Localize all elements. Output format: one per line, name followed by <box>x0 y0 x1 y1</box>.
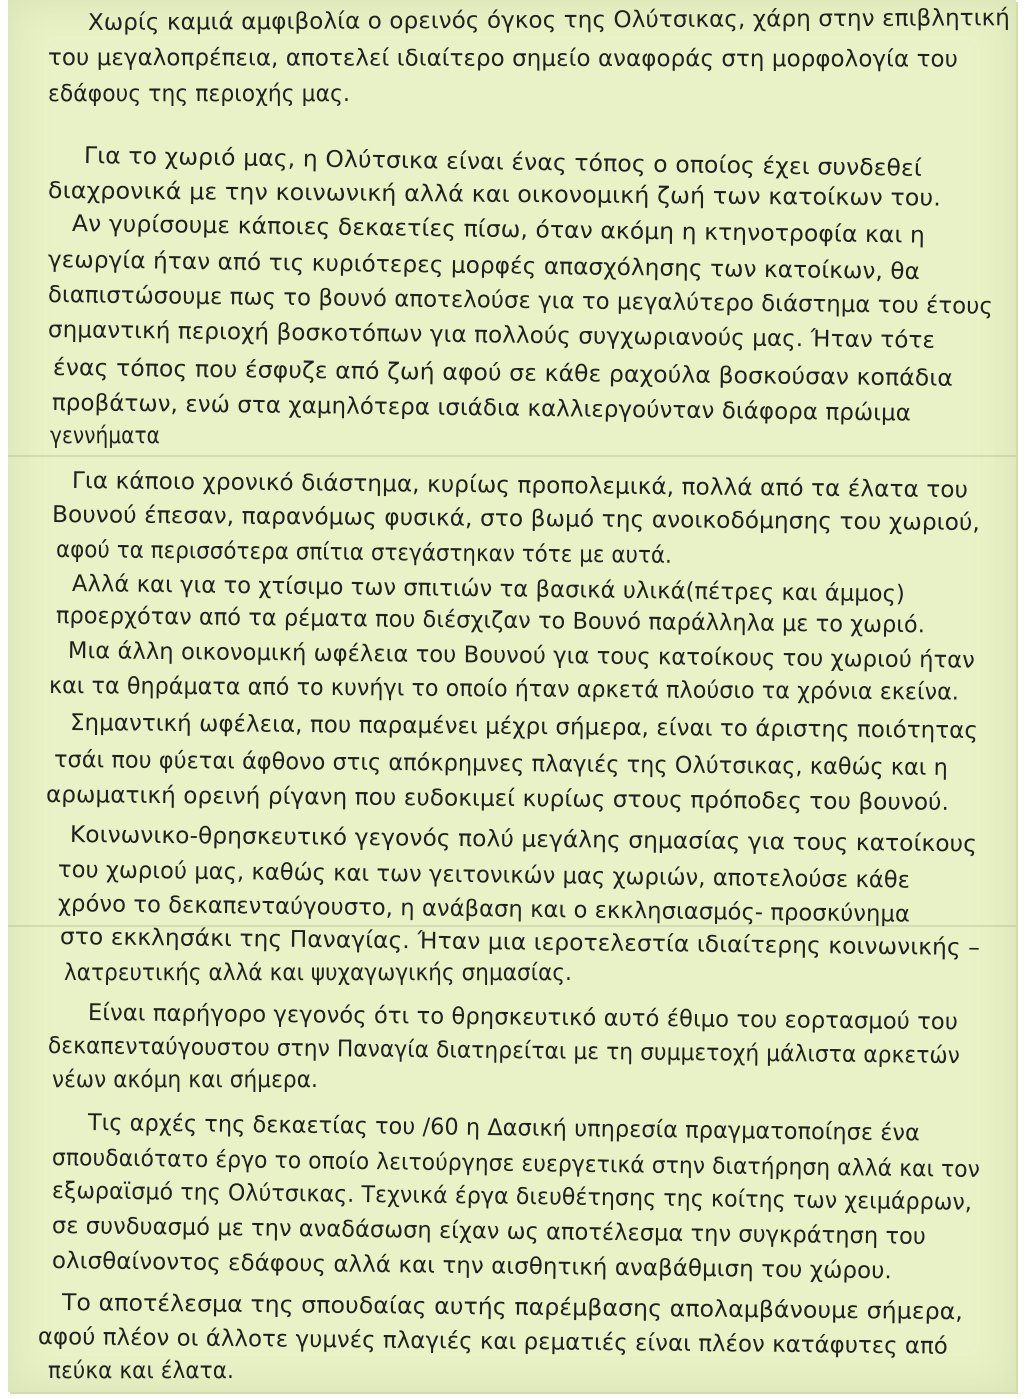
text-line: προβάτων, ενώ στα χαμηλότερα ισιάδια καλλιεργούνταν διάφορα πρώιμα <box>51 390 912 427</box>
text-line: προερχόταν από τα ρέματα που διέσχιζαν το Βουνό παράλληλα με το χωριό. <box>55 603 926 639</box>
text-line: διαχρονικά με την κοινωνική αλλά και οικονομική ζωή των κατοίκων του. <box>47 178 942 212</box>
text-line: σε συνδυασμό με την αναδάσωση είχαν ως αποτέλεσμα την συγκράτηση του <box>51 1213 927 1250</box>
text-line: δεκαπενταύγουστου στην Παναγία διατηρείται με τη συμμετοχή μάλιστα αρκετών <box>47 1033 961 1070</box>
text-line: Σημαντική ωφέλεια, που παραμένει μέχρι σήμερα, είναι το άριστης ποιότητας <box>69 710 979 744</box>
text-line: εξωραϊσμό της Ολύτσικας. Τεχνικά έργα διευθέτησης της κοίτης των χειμάρρων, <box>51 1178 973 1216</box>
text-line: Το αποτέλεσμα της σπουδαίας αυτής παρέμβασης απολαμβάνουμε σήμερα, <box>61 1290 964 1326</box>
text-line: Αλλά και για το χτίσιμο των σπιτιών τα βασικά υλικά(πέτρες και άμμος) <box>71 571 906 608</box>
text-line: διαπιστώσουμε πως το βουνό αποτελούσε για το μεγαλύτερο διάστημα του έτους <box>47 282 994 320</box>
text-line: ολισθαίνοντος εδάφους αλλά και την αισθητική αναβάθμιση του χώρου. <box>51 1248 893 1285</box>
text-line: στο εκκλησάκι της Παναγίας. Ήταν μια ιεροτελεστία ιδιαίτερης κοινωνικής – <box>59 924 981 962</box>
fold-crease <box>8 455 1016 457</box>
text-line: Για το χωριό μας, η Ολύτσικα είναι ένας τόπος ο οποίος έχει συνδεθεί <box>83 143 923 182</box>
text-line: Τις αρχές της δεκαετίας του /60 η Δασική υπηρεσία πραγματοποίησε ένα <box>87 1110 921 1147</box>
text-line: νέων ακόμη και σήμερα. <box>52 1067 319 1093</box>
text-line: και τα θηράματα από το κυνήγι το οποίο ήταν αρκετά πλούσιο τα χρόνια εκείνα. <box>48 673 960 706</box>
text-line: αρωματική ορεινή ρίγανη που ευδοκιμεί κυρίως στους πρόποδες του βουνού. <box>45 782 950 816</box>
text-line: σπουδαιότατο έργο το οποίο λειτούργησε ευεργετικά στην διατήρηση αλλά και τον <box>51 1145 981 1183</box>
text-line: Αν γυρίσουμε κάποιες δεκαετίες πίσω, όταν ακόμη η κτηνοτροφία και η <box>71 211 926 249</box>
text-line: Χωρίς καμιά αμφιβολία ο ορεινός όγκος της Ολύτσικας, χάρη στην επιβλητική <box>87 5 1011 36</box>
text-line: γεωργία ήταν από τις κυριότερες μορφές απασχόλησης των κατοίκων, θα <box>47 247 921 286</box>
text-line: ένας τόπος που έσφυζε από ζωή αφού σε κάθε ραχούλα βοσκούσαν κοπάδια <box>52 355 954 392</box>
text-line: του χωριού μας, καθώς και των γειτονικών μας χωριών, αποτελούσε κάθε <box>57 857 911 894</box>
text-line: Για κάποιο χρονικό διάστημα, κυρίως προπολεμικά, πολλά από τα έλατα του <box>71 468 969 504</box>
text-line: Βουνού έπεσαν, παρανόμως φυσικά, στο βωμό της ανοικοδόμησης του χωριού, <box>51 502 981 537</box>
text-line: χρόνο το δεκαπενταύγουστο, η ανάβαση και ο εκκλησιασμός- προσκύνημα <box>57 891 911 928</box>
text-line: Είναι παρήγορο γεγονός ότι το θρησκευτικό αυτό έθιμο του εορτασμού του <box>87 1000 959 1036</box>
text-line: εδάφους της περιοχής μας. <box>48 81 351 107</box>
text-line: Μια άλλη οικονομική ωφέλεια του Βουνού για τους κατοίκους του χωριού ήταν <box>67 638 976 674</box>
text-line: αφού πλέον οι άλλοτε γυμνές πλαγιές και ρεματιές είναι πλέον κατάφυτες από <box>37 1324 949 1360</box>
text-line: γεννήματα <box>50 423 161 449</box>
text-line: σημαντική περιοχή βοσκοτόπων για πολλούς συγχωριανούς μας. Ήταν τότε <box>47 317 936 354</box>
text-line: του μεγαλοπρέπεια, αποτελεί ιδιαίτερο σημείο αναφοράς στη μορφολογία του <box>47 45 958 73</box>
text-line: Κοινωνικο-θρησκευτικό γεγονός πολύ μεγάλης σημασίας για τους κατοίκους <box>69 822 978 858</box>
text-line: αφού τα περισσότερα σπίτια στεγάστηκαν τότε με αυτά. <box>55 537 673 569</box>
text-line: λατρευτικής αλλά και ψυχαγωγικής σημασίας. <box>64 960 572 986</box>
text-line: πεύκα και έλατα. <box>48 1358 234 1384</box>
text-line: τσάι που φύεται άφθονο στις απόκρημνες πλαγιές της Ολύτσικας, καθώς και η <box>53 747 949 782</box>
